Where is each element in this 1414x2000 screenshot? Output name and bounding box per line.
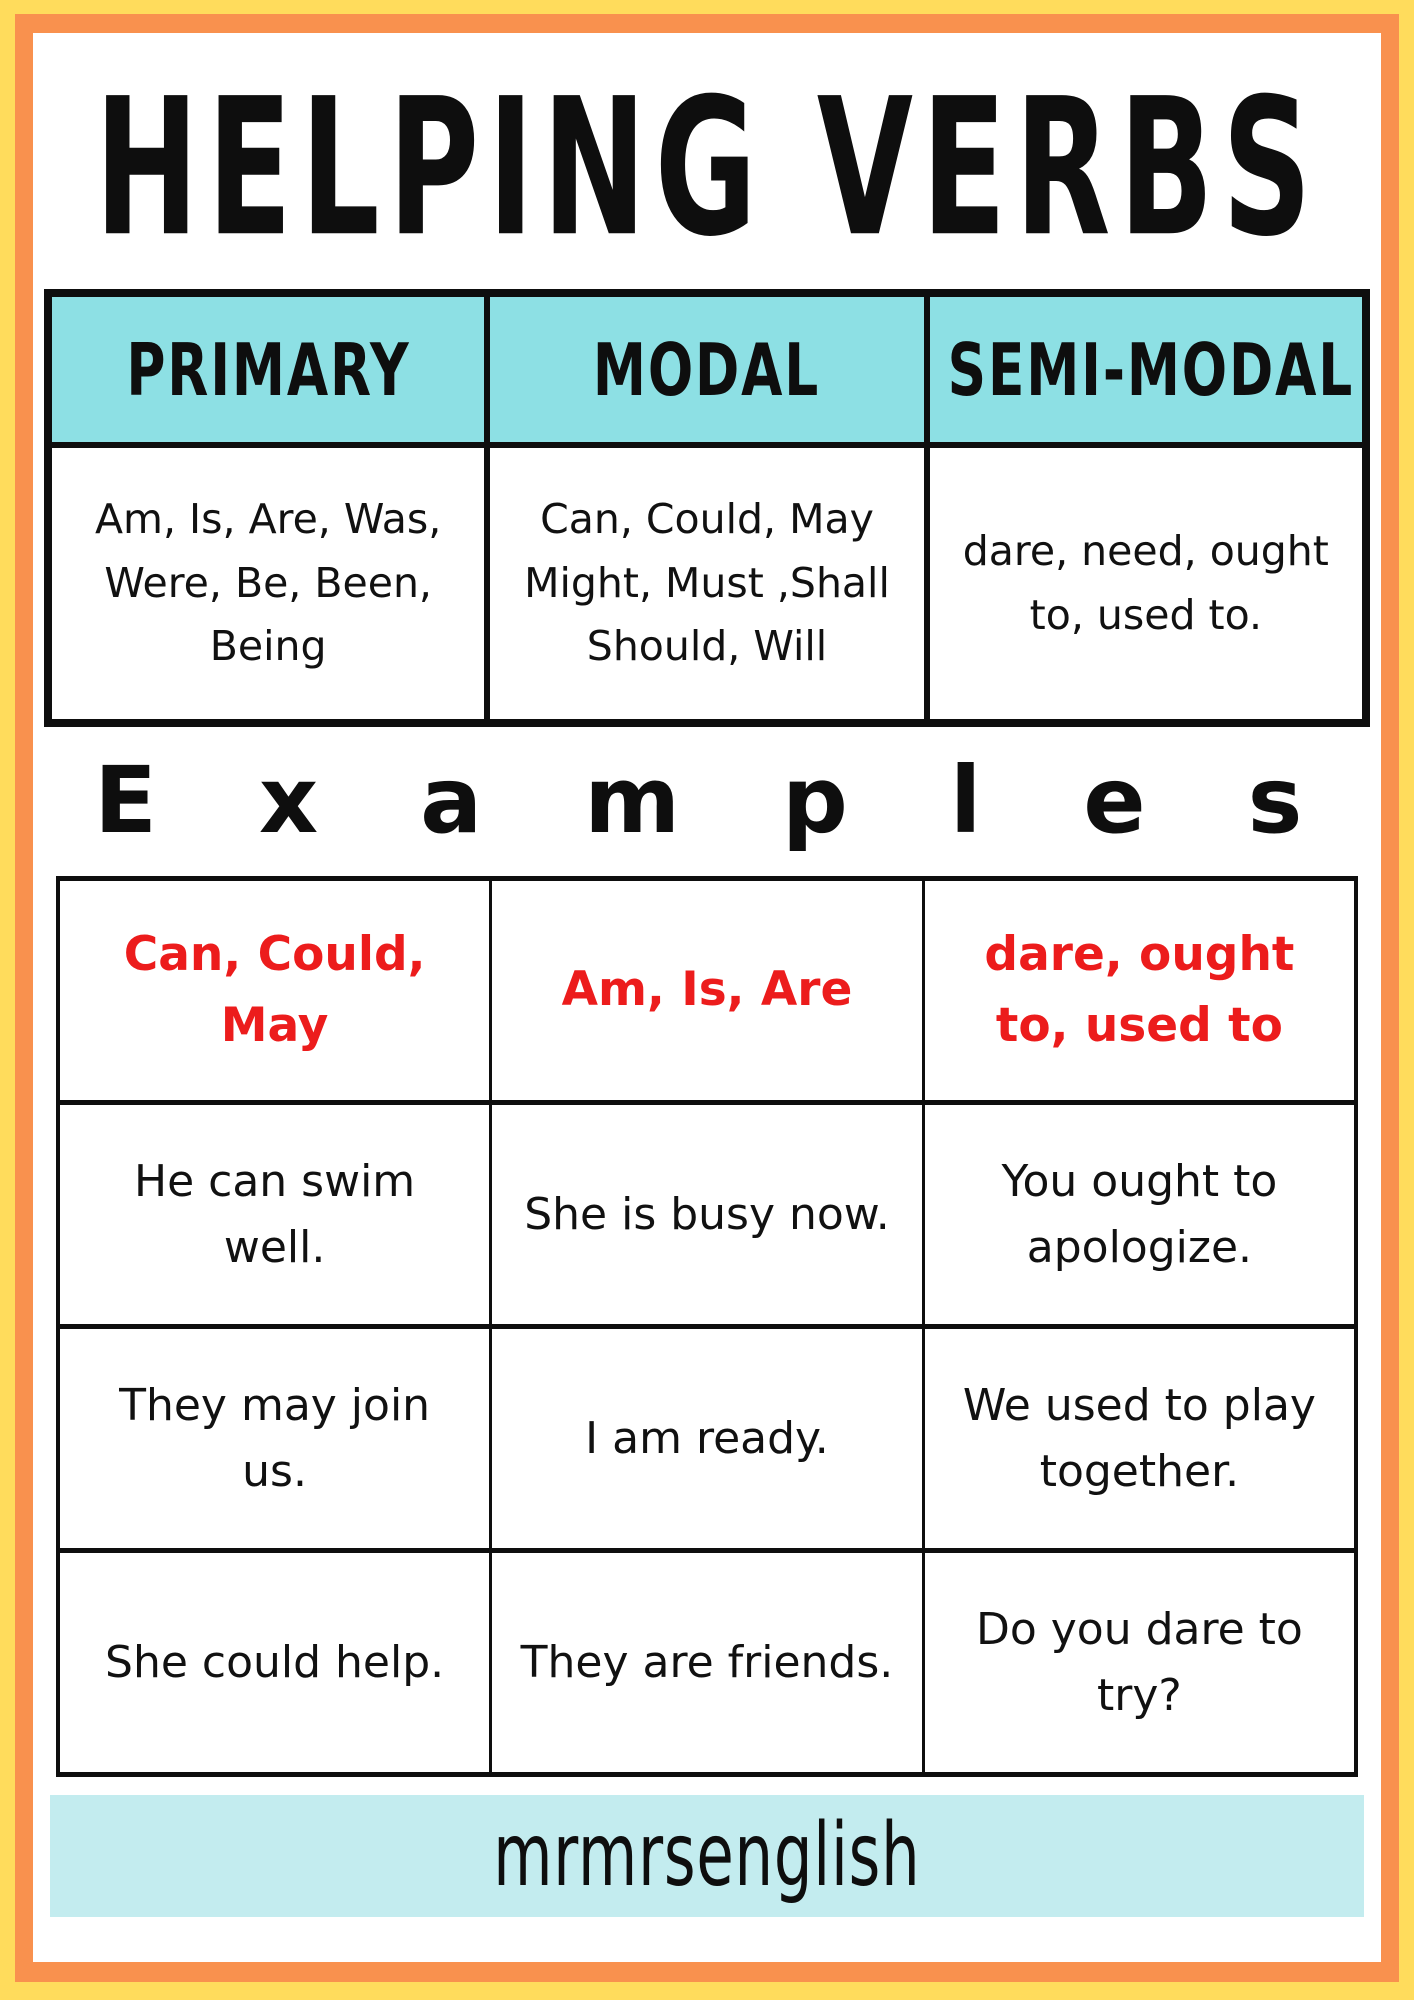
- poster-title-text: HELPING VERBS: [94, 57, 1320, 279]
- examples-row-1: [58, 1103, 1356, 1327]
- examples-header-cell: dare, ought to, used to: [923, 879, 1356, 1103]
- helping-verbs-table: [44, 289, 1370, 727]
- header-primary-text: PRIMARY: [126, 327, 411, 412]
- verb-table-header-row: [48, 293, 1366, 445]
- header-modal-text: MODAL: [593, 327, 821, 412]
- example-cell: We used to play together.: [923, 1327, 1356, 1551]
- example-cell: She is busy now.: [491, 1103, 924, 1327]
- examples-header-row: [58, 879, 1356, 1103]
- header-semi-modal-text: SEMI-MODAL: [947, 327, 1354, 412]
- verb-table-header-semi-modal: [927, 293, 1366, 445]
- footer-brand-bar: [50, 1795, 1364, 1917]
- primary-verbs-cell: Am, Is, Are, Was, Were, Be, Been, Being: [48, 445, 487, 723]
- modal-verbs-cell: Can, Could, May Might, Must ,Shall Should, Will: [487, 445, 926, 723]
- example-cell: They may join us.: [58, 1327, 491, 1551]
- examples-row-3: [58, 1551, 1356, 1775]
- examples-header-cell: Am, Is, Are: [491, 879, 924, 1103]
- examples-heading: E x a m p l e s: [94, 747, 1338, 854]
- example-cell: She could help.: [58, 1551, 491, 1775]
- example-cell: You ought to apologize.: [923, 1103, 1356, 1327]
- examples-header-cell: Can, Could, May: [58, 879, 491, 1103]
- inner-orange-frame: [15, 14, 1399, 1982]
- verb-table-header-primary: [48, 293, 487, 445]
- examples-table: [56, 876, 1358, 1777]
- example-cell: Do you dare to try?: [923, 1551, 1356, 1775]
- verb-table-header-modal: [487, 293, 926, 445]
- example-cell: He can swim well.: [58, 1103, 491, 1327]
- example-cell: They are friends.: [491, 1551, 924, 1775]
- semi-modal-verbs-cell: dare, need, ought to, used to.: [927, 445, 1366, 723]
- poster-title: [33, 57, 1381, 279]
- footer-brand-text: mrmrsenglish: [493, 1805, 921, 1907]
- example-cell: I am ready.: [491, 1327, 924, 1551]
- examples-row-2: [58, 1327, 1356, 1551]
- verb-table-body-row: [48, 445, 1366, 723]
- poster-sheet: [33, 33, 1381, 1962]
